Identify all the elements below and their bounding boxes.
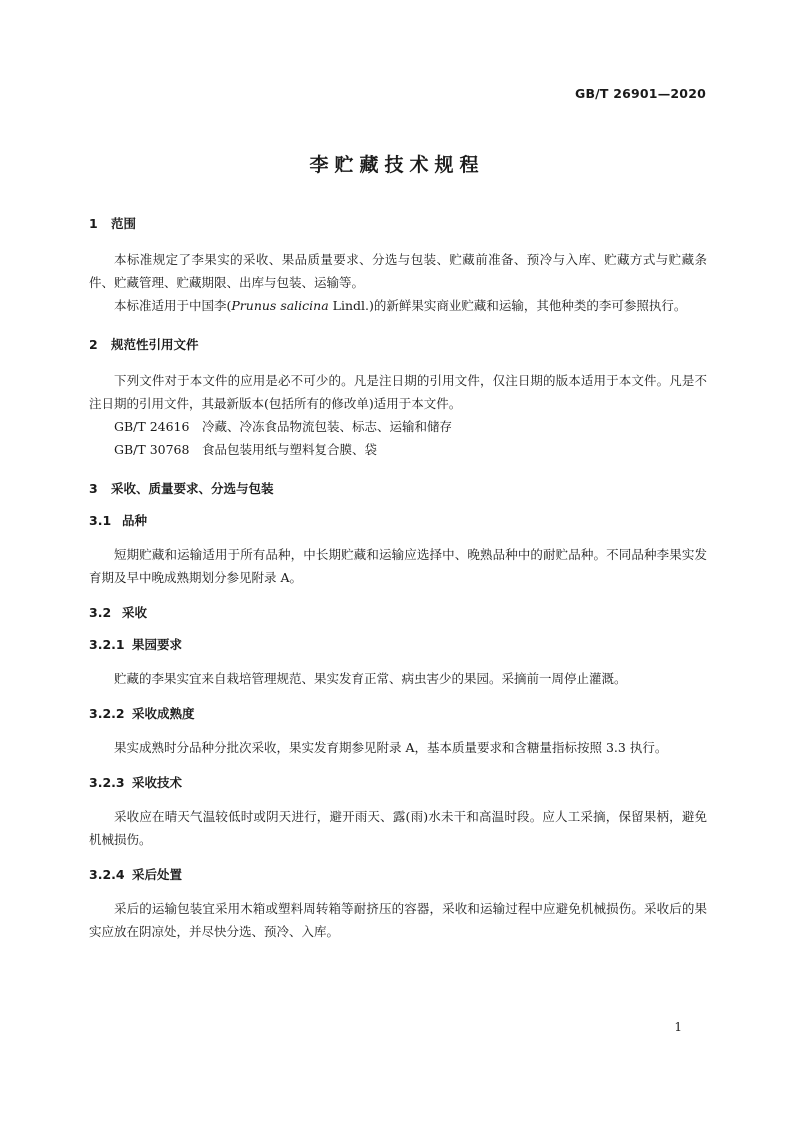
paragraph: 本标准规定了李果实的采收、果品质量要求、分选与包装、贮藏前准备、预冷与入库、贮藏方式与贮藏条件、贮藏管理、贮藏期限、出库与包装、运输等。 — [89, 252, 707, 290]
reference-code: GB/T 24616 — [114, 419, 190, 434]
paragraph: 下列文件对于本文件的应用是必不可少的。凡是注日期的引用文件，仅注日期的版本适用于本文件。凡是不注日期的引用文件，其最新版本(包括所有的修改单)适用于本文件。 — [89, 373, 707, 411]
section-title: 采收、质量要求、分选与包装 — [111, 481, 274, 496]
paragraph: 采后的运输包装宜采用木箱或塑料周转箱等耐挤压的容器，采收和运输过程中应避免机械损伤。采收后的果实应放在阴凉处，并尽快分选、预冷、入库。 — [89, 901, 707, 939]
paragraph: 短期贮藏和运输适用于所有品种，中长期贮藏和运输应选择中、晚熟品种中的耐贮品种。不同品种李果实发育期及早中晚成熟期划分参见附录 A。 — [89, 547, 707, 585]
latin-name: Prunus salicina — [231, 298, 329, 313]
section-title: 采收技术 — [132, 775, 183, 790]
reference-item — [89, 438, 707, 461]
standard-code: GB/T 26901—2020 — [574, 86, 706, 101]
subsection-heading — [89, 603, 707, 621]
text-run: 本标准适用于中国李( — [114, 298, 232, 313]
section-number: 3.2 — [89, 605, 112, 620]
section-title: 范围 — [111, 216, 137, 231]
subsection-heading — [89, 511, 707, 529]
section-heading — [89, 335, 707, 353]
subsection-heading — [89, 773, 707, 791]
subsection-heading — [89, 865, 707, 883]
section-title: 采收 — [122, 605, 148, 620]
section-title: 果园要求 — [132, 637, 183, 652]
section-number: 3.2.3 — [89, 775, 125, 790]
paragraph — [89, 294, 707, 317]
subsection-heading — [89, 704, 707, 722]
section-number: 3.2.1 — [89, 637, 125, 652]
reference-title: 食品包装用纸与塑料复合膜、袋 — [202, 442, 378, 457]
section-heading — [89, 479, 707, 497]
document-body — [89, 214, 707, 943]
subsection-heading — [89, 635, 707, 653]
paragraph: 贮藏的李果实宜来自栽培管理规范、果实发育正常、病虫害少的果园。采摘前一周停止灌溉。 — [114, 671, 627, 686]
section-title: 品种 — [122, 513, 148, 528]
section-heading — [89, 214, 707, 232]
reference-title: 冷藏、冷冻食品物流包装、标志、运输和储存 — [202, 419, 453, 434]
section-number: 3.1 — [89, 513, 112, 528]
section-title: 规范性引用文件 — [111, 337, 199, 352]
paragraph: 采收应在晴天气温较低时或阴天进行，避开雨天、露(雨)水未干和高温时段。应人工采摘，保留果柄，避免机械损伤。 — [89, 809, 707, 847]
page-title: 李贮藏技术规程 — [309, 154, 485, 176]
text-run: Lindl.)的新鲜果实商业贮藏和运输，其他种类的李可参照执行。 — [328, 298, 687, 313]
paragraph: 果实成熟时分品种分批次采收，果实发育期参见附录 A，基本质量要求和含糖量指标按照 3.3 执行。 — [114, 740, 668, 755]
page-number: 1 — [674, 1020, 682, 1034]
reference-code: GB/T 30768 — [114, 442, 190, 457]
section-title: 采后处置 — [132, 867, 183, 882]
section-number: 3.2.4 — [89, 867, 125, 882]
section-number: 2 — [89, 337, 98, 352]
section-number: 1 — [89, 216, 98, 231]
reference-item — [89, 415, 707, 438]
section-number: 3 — [89, 481, 98, 496]
section-title: 采收成熟度 — [132, 706, 195, 721]
section-number: 3.2.2 — [89, 706, 125, 721]
